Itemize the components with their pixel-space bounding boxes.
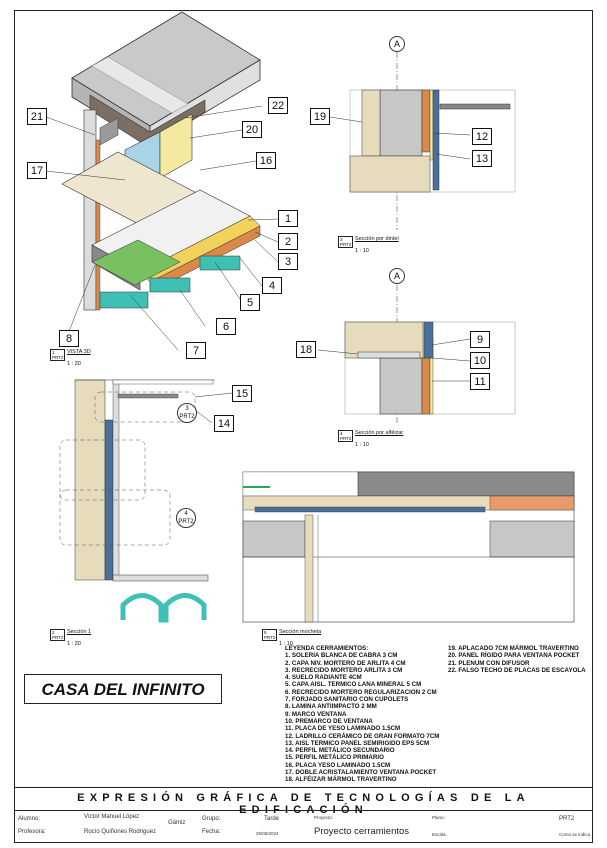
- plano-label: Plano:: [432, 815, 445, 820]
- legend-item: 11. PLACA DE YESO LAMINADO 1.5CM: [285, 725, 401, 733]
- callout-16: 16: [256, 152, 276, 169]
- callout-22: 22: [268, 97, 288, 114]
- legend-item: 1. SOLERIA BLANCA DE CABRA 3 CM: [285, 652, 398, 660]
- profesora-value: Rocío Quiñones Rodriguez: [84, 829, 157, 835]
- callout-17: 17: [27, 162, 47, 179]
- view-label-alfeizar: 4 PRT2 Sección por alféizar 1 : 10: [340, 430, 404, 448]
- fecha-label: Fecha:: [202, 829, 221, 835]
- callout-11: 11: [470, 373, 490, 390]
- seccion-mocheta-drawing: [243, 472, 574, 622]
- legend-item: 9. MARCO VENTANA: [285, 710, 347, 718]
- grupo-value: Tarde: [264, 816, 280, 822]
- callout-9: 9: [470, 331, 490, 348]
- callout-15: 15: [232, 385, 252, 402]
- legend-column-1: [285, 645, 439, 784]
- project-title: CASA DEL INFINITO: [24, 674, 222, 704]
- ref-marker-number: 4: [184, 511, 188, 517]
- callout-8: 8: [59, 330, 79, 347]
- legend-item: 13. AISL TERMICO PANEL SEMIRIGIDO EPS 5CM: [285, 739, 430, 747]
- legend-item: 12. LADRILLO CERÁMICO DE GRAN FORMATO 7CM: [285, 732, 440, 740]
- callout-12: 12: [472, 128, 492, 145]
- proyecto-value: Proyecto cerramientos: [314, 826, 410, 837]
- legend-item: 14. PERFIL METÁLICO SECUNDARIO: [285, 747, 395, 755]
- plano-value: PRT2: [559, 816, 575, 822]
- legend-item: 19. APLACADO 7CM MÁRMOL TRAVERTINO: [448, 645, 579, 652]
- title-block: [14, 787, 593, 843]
- callout-2: 2: [278, 233, 298, 250]
- ref-marker-sheet: PRT2: [179, 414, 195, 420]
- legend-heading: LEYENDA CERRAMIENTOS:: [285, 645, 369, 652]
- legend-item: 16. PLACA YESO LAMINADO 1.5CM: [285, 761, 391, 769]
- section-ref-marker-4[interactable]: [176, 508, 196, 528]
- section-ref-marker-3[interactable]: [177, 403, 197, 423]
- grupo-label: Grupo:: [202, 816, 221, 822]
- profesora-label: Profesora:: [18, 829, 46, 835]
- callout-3: 3: [278, 253, 298, 270]
- legend-item: 22. FALSO TECHO DE PLACAS DE ESCAYOLA: [448, 666, 586, 674]
- callout-1: 1: [278, 210, 298, 227]
- legend-item: 21. PLENUM CON DIFUSOR: [448, 659, 530, 667]
- view-label-vista-3d: 1 PRT2 VISTA 3D 1 : 20: [52, 349, 91, 367]
- title-block-divider: [14, 810, 593, 811]
- axis-marker-a-dintel: A: [389, 36, 405, 52]
- alumno-value-2: Gámiz: [168, 820, 186, 826]
- ref-marker-number: 3: [185, 406, 189, 412]
- legend-item: 18. ALFÉIZAR MÁRMOL TRAVERTINO: [285, 776, 397, 784]
- legend-item: 5. CAPA AISL. TERMICO LANA MINERAL 5 CM: [285, 681, 422, 689]
- alumno-value: Víctor Manuel López: [84, 814, 140, 820]
- legend-item: 4. SUELO RADIANTE 4CM: [285, 674, 362, 682]
- callout-7: 7: [186, 342, 206, 359]
- callout-4: 4: [262, 277, 282, 294]
- callout-20: 20: [242, 121, 262, 138]
- escala-label: Escala:: [432, 832, 447, 837]
- legend-item: 17. DOBLE ACRISTALAMIENTO VENTANA POCKET: [285, 769, 437, 777]
- fecha-value: 25/05/2024: [256, 831, 279, 836]
- callout-14: 14: [214, 415, 234, 432]
- ref-marker-sheet: PRT2: [178, 519, 194, 525]
- view-label-mocheta: 5 PRT2 Sección mocheta 1 : 10: [264, 629, 322, 647]
- escala-value: Como se indica: [559, 832, 591, 837]
- legend-column-2: [448, 645, 586, 674]
- proyecto-label: Proyecto:: [314, 815, 334, 820]
- legend-item: 6. RECRECIDO MORTERO REGULARIZACION 2 CM: [285, 688, 437, 696]
- callout-5: 5: [240, 294, 260, 311]
- callout-18: 18: [296, 341, 316, 358]
- axis-marker-a-alfeizar: A: [389, 268, 405, 284]
- seccion-1-drawing: [60, 380, 232, 620]
- legend-item: 3. RECRECIDO MORTERO ARLITA 3 CM: [285, 666, 403, 674]
- callout-10: 10: [470, 352, 490, 369]
- alumno-label: Alumno:: [18, 816, 41, 822]
- view-label-seccion-1: 2 PRT2 Sección 1 1 : 20: [52, 629, 92, 647]
- legend-item: 10. PREMARCO DE VENTANA: [285, 717, 373, 725]
- course-title: EXPRESIÓN GRÁFICA DE TECNOLOGÍAS DE LA EDIFICACIÓN: [77, 792, 530, 816]
- legend-item: 7. FORJADO SANITARIO CON CUPOLETS: [285, 696, 409, 704]
- callout-13: 13: [472, 150, 492, 167]
- view-label-dintel: 3 PRT2 Sección por dintel 1 : 10: [340, 236, 399, 254]
- legend-item: 20. PANEL RÍGIDO PARA VENTANA POCKET: [448, 652, 580, 660]
- legend-item: 15. PERFIL METÁLICO PRIMARIO: [285, 754, 384, 762]
- legend-item: 2. CAPA NIV. MORTERO DE ARLITA 4 CM: [285, 659, 406, 667]
- legend-item: 8. LAMINA ANTIIMPACTO 2 MM: [285, 703, 377, 711]
- callout-6: 6: [216, 318, 236, 335]
- callout-19: 19: [310, 108, 330, 125]
- callout-21: 21: [27, 108, 47, 125]
